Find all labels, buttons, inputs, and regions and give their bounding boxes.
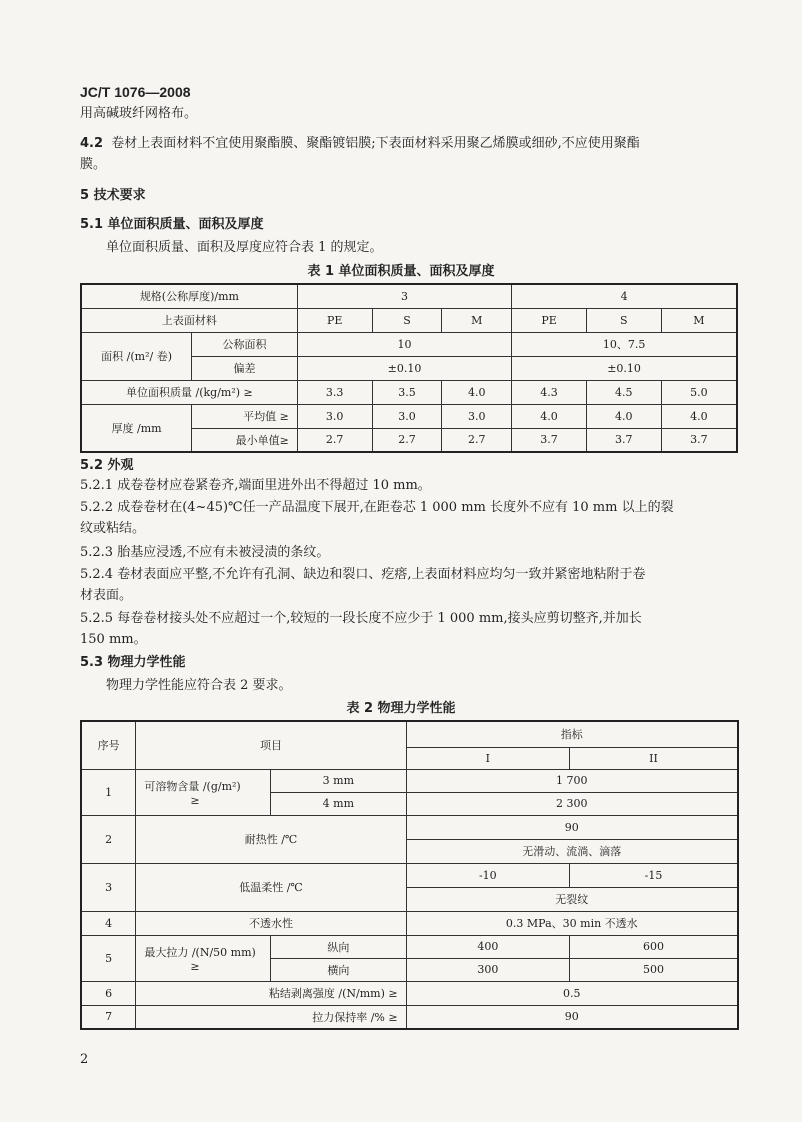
clause-5-2-4-line2: 材表面。 xyxy=(80,588,133,603)
t2-header-grade-II: II xyxy=(570,747,738,769)
t1-spec-label: 规格(公称厚度)/mm xyxy=(81,284,297,308)
t2-row-no: 6 xyxy=(81,981,136,1005)
t1-avg-value: 4.0 xyxy=(661,404,737,428)
t2-tension-transverse-label: 横向 xyxy=(271,958,407,981)
t2-row-no: 4 xyxy=(81,911,136,935)
t1-avg-label: 平均值 ≥ xyxy=(192,404,298,428)
t1-min-value: 2.7 xyxy=(442,428,512,452)
t2-heat-resistance-value: 90 xyxy=(406,815,738,839)
standard-code: JC/T 1076—2008 xyxy=(80,84,191,100)
t1-mass-value: 4.5 xyxy=(586,380,661,404)
t1-thickness-label: 厚度 /mm xyxy=(81,404,192,452)
t1-material: PE xyxy=(297,308,372,332)
page-number: 2 xyxy=(80,1052,89,1067)
clause-4-2-line2: 膜。 xyxy=(80,157,107,172)
t2-header-grade-I: I xyxy=(406,747,569,769)
t2-soluble-3mm-label: 3 mm xyxy=(271,769,407,792)
t2-header-index: 指标 xyxy=(406,721,738,747)
t2-row-no: 1 xyxy=(81,769,136,815)
section-5-2-heading: 5.2 外观 xyxy=(80,458,134,473)
clause-4-2-number: 4.2 xyxy=(80,136,104,151)
t1-mass-value: 5.0 xyxy=(661,380,737,404)
t1-deviation-label: 偏差 xyxy=(192,356,298,380)
t1-mass-value: 4.3 xyxy=(512,380,587,404)
t2-soluble-4mm-value: 2 300 xyxy=(406,792,738,815)
t1-avg-value: 3.0 xyxy=(372,404,442,428)
t1-min-value: 2.7 xyxy=(372,428,442,452)
t2-soluble-content-ge: ≥ xyxy=(190,793,200,807)
t1-min-value: 3.7 xyxy=(661,428,737,452)
t2-soluble-content-label xyxy=(136,769,271,815)
t2-low-temp-flex-I: -10 xyxy=(406,863,569,887)
t2-soluble-content-text: 可溶物含量 /(g/m²) xyxy=(144,779,241,793)
t2-soluble-4mm-label: 4 mm xyxy=(271,792,407,815)
clause-5-2-4-line1: 5.2.4 卷材表面应平整,不允许有孔洞、缺边和裂口、疙瘩,上表面材料应均匀一致并紧密地粘附于卷 xyxy=(80,567,646,582)
table2 xyxy=(80,720,739,1030)
t1-min-value: 2.7 xyxy=(297,428,372,452)
section-5-3-text: 物理力学性能应符合表 2 要求。 xyxy=(106,678,292,693)
clause-5-2-2-line2: 纹或粘结。 xyxy=(80,521,146,536)
t1-surface-label: 上表面材料 xyxy=(81,308,297,332)
clause-4-2-text: 卷材上表面材料不宜使用聚酯膜、聚酯镀铝膜;下表面材料采用聚乙烯膜或细砂,不应使用聚酯 xyxy=(111,136,640,151)
t2-row-no: 3 xyxy=(81,863,136,911)
t1-material: M xyxy=(442,308,512,332)
table1-caption: 表 1 单位面积质量、面积及厚度 xyxy=(307,264,495,279)
t2-max-tension-ge: ≥ xyxy=(190,959,200,973)
t1-avg-value: 4.0 xyxy=(586,404,661,428)
t2-impermeability-label: 不透水性 xyxy=(136,911,406,935)
t1-nominal-label: 公称面积 xyxy=(192,332,298,356)
t2-tension-transverse-II: 500 xyxy=(570,958,738,981)
t1-mass-label: 单位面积质量 /(kg/m²) ≥ xyxy=(81,380,297,404)
t1-nominal-3: 10 xyxy=(297,332,511,356)
clause-5-2-3: 5.2.3 胎基应浸透,不应有未被浸渍的条纹。 xyxy=(80,545,330,560)
t1-nominal-4: 10、7.5 xyxy=(512,332,737,356)
t1-material: M xyxy=(661,308,737,332)
t2-row-no: 7 xyxy=(81,1005,136,1029)
t2-peel-strength-label: 粘结剥离强度 /(N/mm) ≥ xyxy=(136,981,406,1005)
clause-5-2-1: 5.2.1 成卷卷材应卷紧卷齐,端面里进外出不得超过 10 mm。 xyxy=(80,478,431,493)
t1-area-label: 面积 /(m²/ 卷) xyxy=(81,332,192,380)
t1-mass-value: 4.0 xyxy=(442,380,512,404)
t2-tension-longitudinal-I: 400 xyxy=(406,935,569,958)
table2-caption: 表 2 物理力学性能 xyxy=(346,701,456,716)
t2-tension-longitudinal-II: 600 xyxy=(570,935,738,958)
clause-5-2-5-line1: 5.2.5 每卷卷材接头处不应超过一个,较短的一段长度不应少于 1 000 mm,接头应剪切整齐,并加长 xyxy=(80,611,642,626)
t2-max-tension-text: 最大拉力 /(N/50 mm) xyxy=(144,945,256,959)
t2-row-no: 5 xyxy=(81,935,136,981)
t1-min-value: 3.7 xyxy=(586,428,661,452)
table1 xyxy=(80,283,738,453)
t2-soluble-3mm-value: 1 700 xyxy=(406,769,738,792)
t1-deviation-3: ±0.10 xyxy=(297,356,511,380)
t2-low-temp-flex-label: 低温柔性 /℃ xyxy=(136,863,406,911)
t1-avg-value: 3.0 xyxy=(297,404,372,428)
t2-header-no: 序号 xyxy=(81,721,136,769)
t2-tension-retention-value: 90 xyxy=(406,1005,738,1029)
t2-max-tension-label xyxy=(136,935,271,981)
t2-row-no: 2 xyxy=(81,815,136,863)
t2-impermeability-value: 0.3 MPa、30 min 不透水 xyxy=(406,911,738,935)
t1-material: PE xyxy=(512,308,587,332)
t2-tension-longitudinal-label: 纵向 xyxy=(271,935,407,958)
t2-header-item: 项目 xyxy=(136,721,406,769)
t1-spec-4: 4 xyxy=(512,284,737,308)
t1-min-value: 3.7 xyxy=(512,428,587,452)
t2-low-temp-flex-requirement: 无裂纹 xyxy=(406,887,738,911)
t2-tension-retention-label: 拉力保持率 /% ≥ xyxy=(136,1005,406,1029)
t1-min-label: 最小单值≥ xyxy=(192,428,298,452)
section-5-1-heading: 5.1 单位面积质量、面积及厚度 xyxy=(80,217,264,232)
t1-material: S xyxy=(586,308,661,332)
section-5-heading: 5 技术要求 xyxy=(80,188,146,203)
t1-spec-3: 3 xyxy=(297,284,511,308)
t2-peel-strength-value: 0.5 xyxy=(406,981,738,1005)
section-5-1-text: 单位面积质量、面积及厚度应符合表 1 的规定。 xyxy=(106,240,383,255)
t1-mass-value: 3.5 xyxy=(372,380,442,404)
t2-tension-transverse-I: 300 xyxy=(406,958,569,981)
clause-5-2-5-line2: 150 mm。 xyxy=(80,632,147,647)
t1-avg-value: 3.0 xyxy=(442,404,512,428)
clause-4-2-line1 xyxy=(80,134,640,154)
t2-heat-resistance-requirement: 无滑动、流淌、滴落 xyxy=(406,839,738,863)
t2-low-temp-flex-II: -15 xyxy=(570,863,738,887)
t1-avg-value: 4.0 xyxy=(512,404,587,428)
t1-mass-value: 3.3 xyxy=(297,380,372,404)
paragraph-continuation: 用高碱玻纤网格布。 xyxy=(80,106,198,121)
section-5-3-heading: 5.3 物理力学性能 xyxy=(80,655,186,670)
t2-heat-resistance-label: 耐热性 /℃ xyxy=(136,815,406,863)
clause-5-2-2-line1: 5.2.2 成卷卷材在(4~45)℃任一产品温度下展开,在距卷芯 1 000 mm 长度外不应有 10 mm 以上的裂 xyxy=(80,500,674,515)
t1-deviation-4: ±0.10 xyxy=(512,356,737,380)
t1-material: S xyxy=(372,308,442,332)
